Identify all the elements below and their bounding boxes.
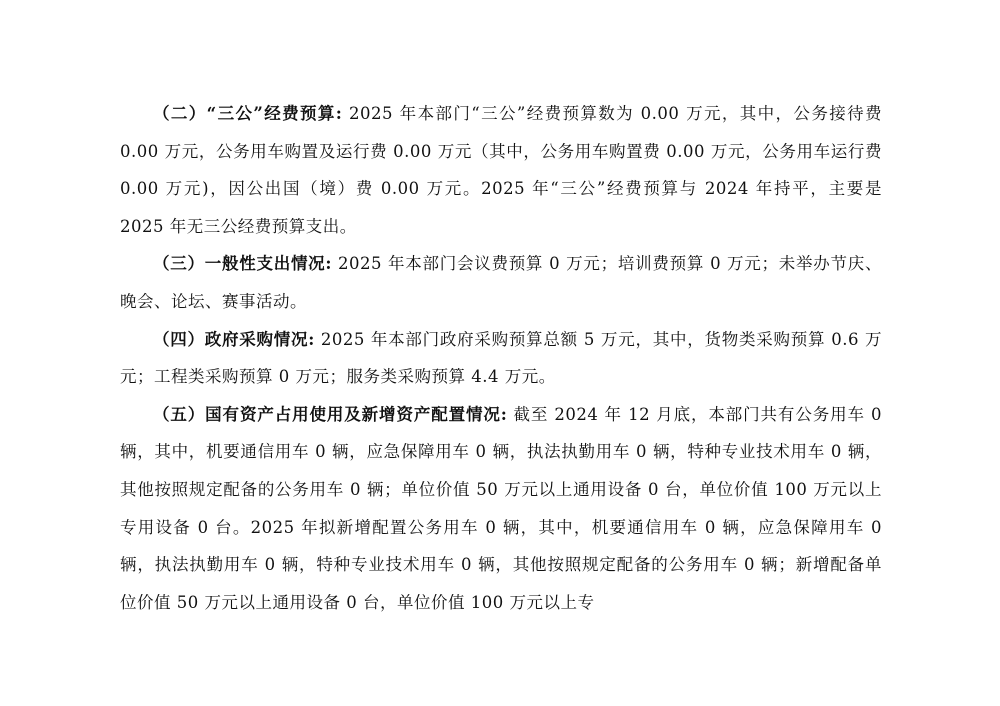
paragraph-government-procurement <box>120 321 882 396</box>
paragraph-sangong-budget <box>120 95 882 245</box>
paragraph-state-assets <box>120 396 882 622</box>
paragraph-text: 2025 年本部门“三公”经费预算数为 0.00 万元，其中，公务接待费 0.00 万元，公务用车购置及运行费 0.00 万元（其中，公务用车购置费 0.00 万元，公务用车运行费 0.00 万元)，因公出国（境）费 0.00 万元。2025 年“三公”经费预算与 2024 年持平，主要是 2025 年无三公经费预算支出。 <box>120 104 882 236</box>
paragraph-heading: （五）国有资产占用使用及新增资产配置情况: <box>153 404 508 424</box>
paragraph-text: 截至 2024 年 12 月底，本部门共有公务用车 0 辆，其中，机要通信用车 0 辆，应急保障用车 0 辆，执法执勤用车 0 辆，特种专业技术用车 0 辆，其他按照规定配备的公务用车 0 辆；单位价值 50 万元以上通用设备 0 台，单位价值 100 万元以上专用设备 0 台。2025 年拟新增配置公务用车 0 辆，其中，机要通信用车 0 辆，应急保障用车 0 辆，执法执勤用车 0 辆，特种专业技术用车 0 辆，其他按照规定配备的公务用车 0 辆；新增配备单位价值 50 万元以上通用设备 0 台，单位价值 100 万元以上专 <box>120 404 882 612</box>
paragraph-heading: （四）政府采购情况: <box>153 329 315 349</box>
paragraph-general-expenditure <box>120 245 882 320</box>
paragraph-text: 2025 年本部门会议费预算 0 万元；培训费预算 0 万元；未举办节庆、晚会、论坛、赛事活动。 <box>120 254 882 311</box>
paragraph-heading: （三）一般性支出情况: <box>153 254 333 274</box>
paragraph-heading: （二）“三公”经费预算: <box>153 104 343 123</box>
paragraph-text: 2025 年本部门政府采购预算总额 5 万元，其中，货物类采购预算 0.6 万元；工程类采购预算 0 万元；服务类采购预算 4.4 万元。 <box>120 329 882 387</box>
document-body <box>120 95 882 621</box>
